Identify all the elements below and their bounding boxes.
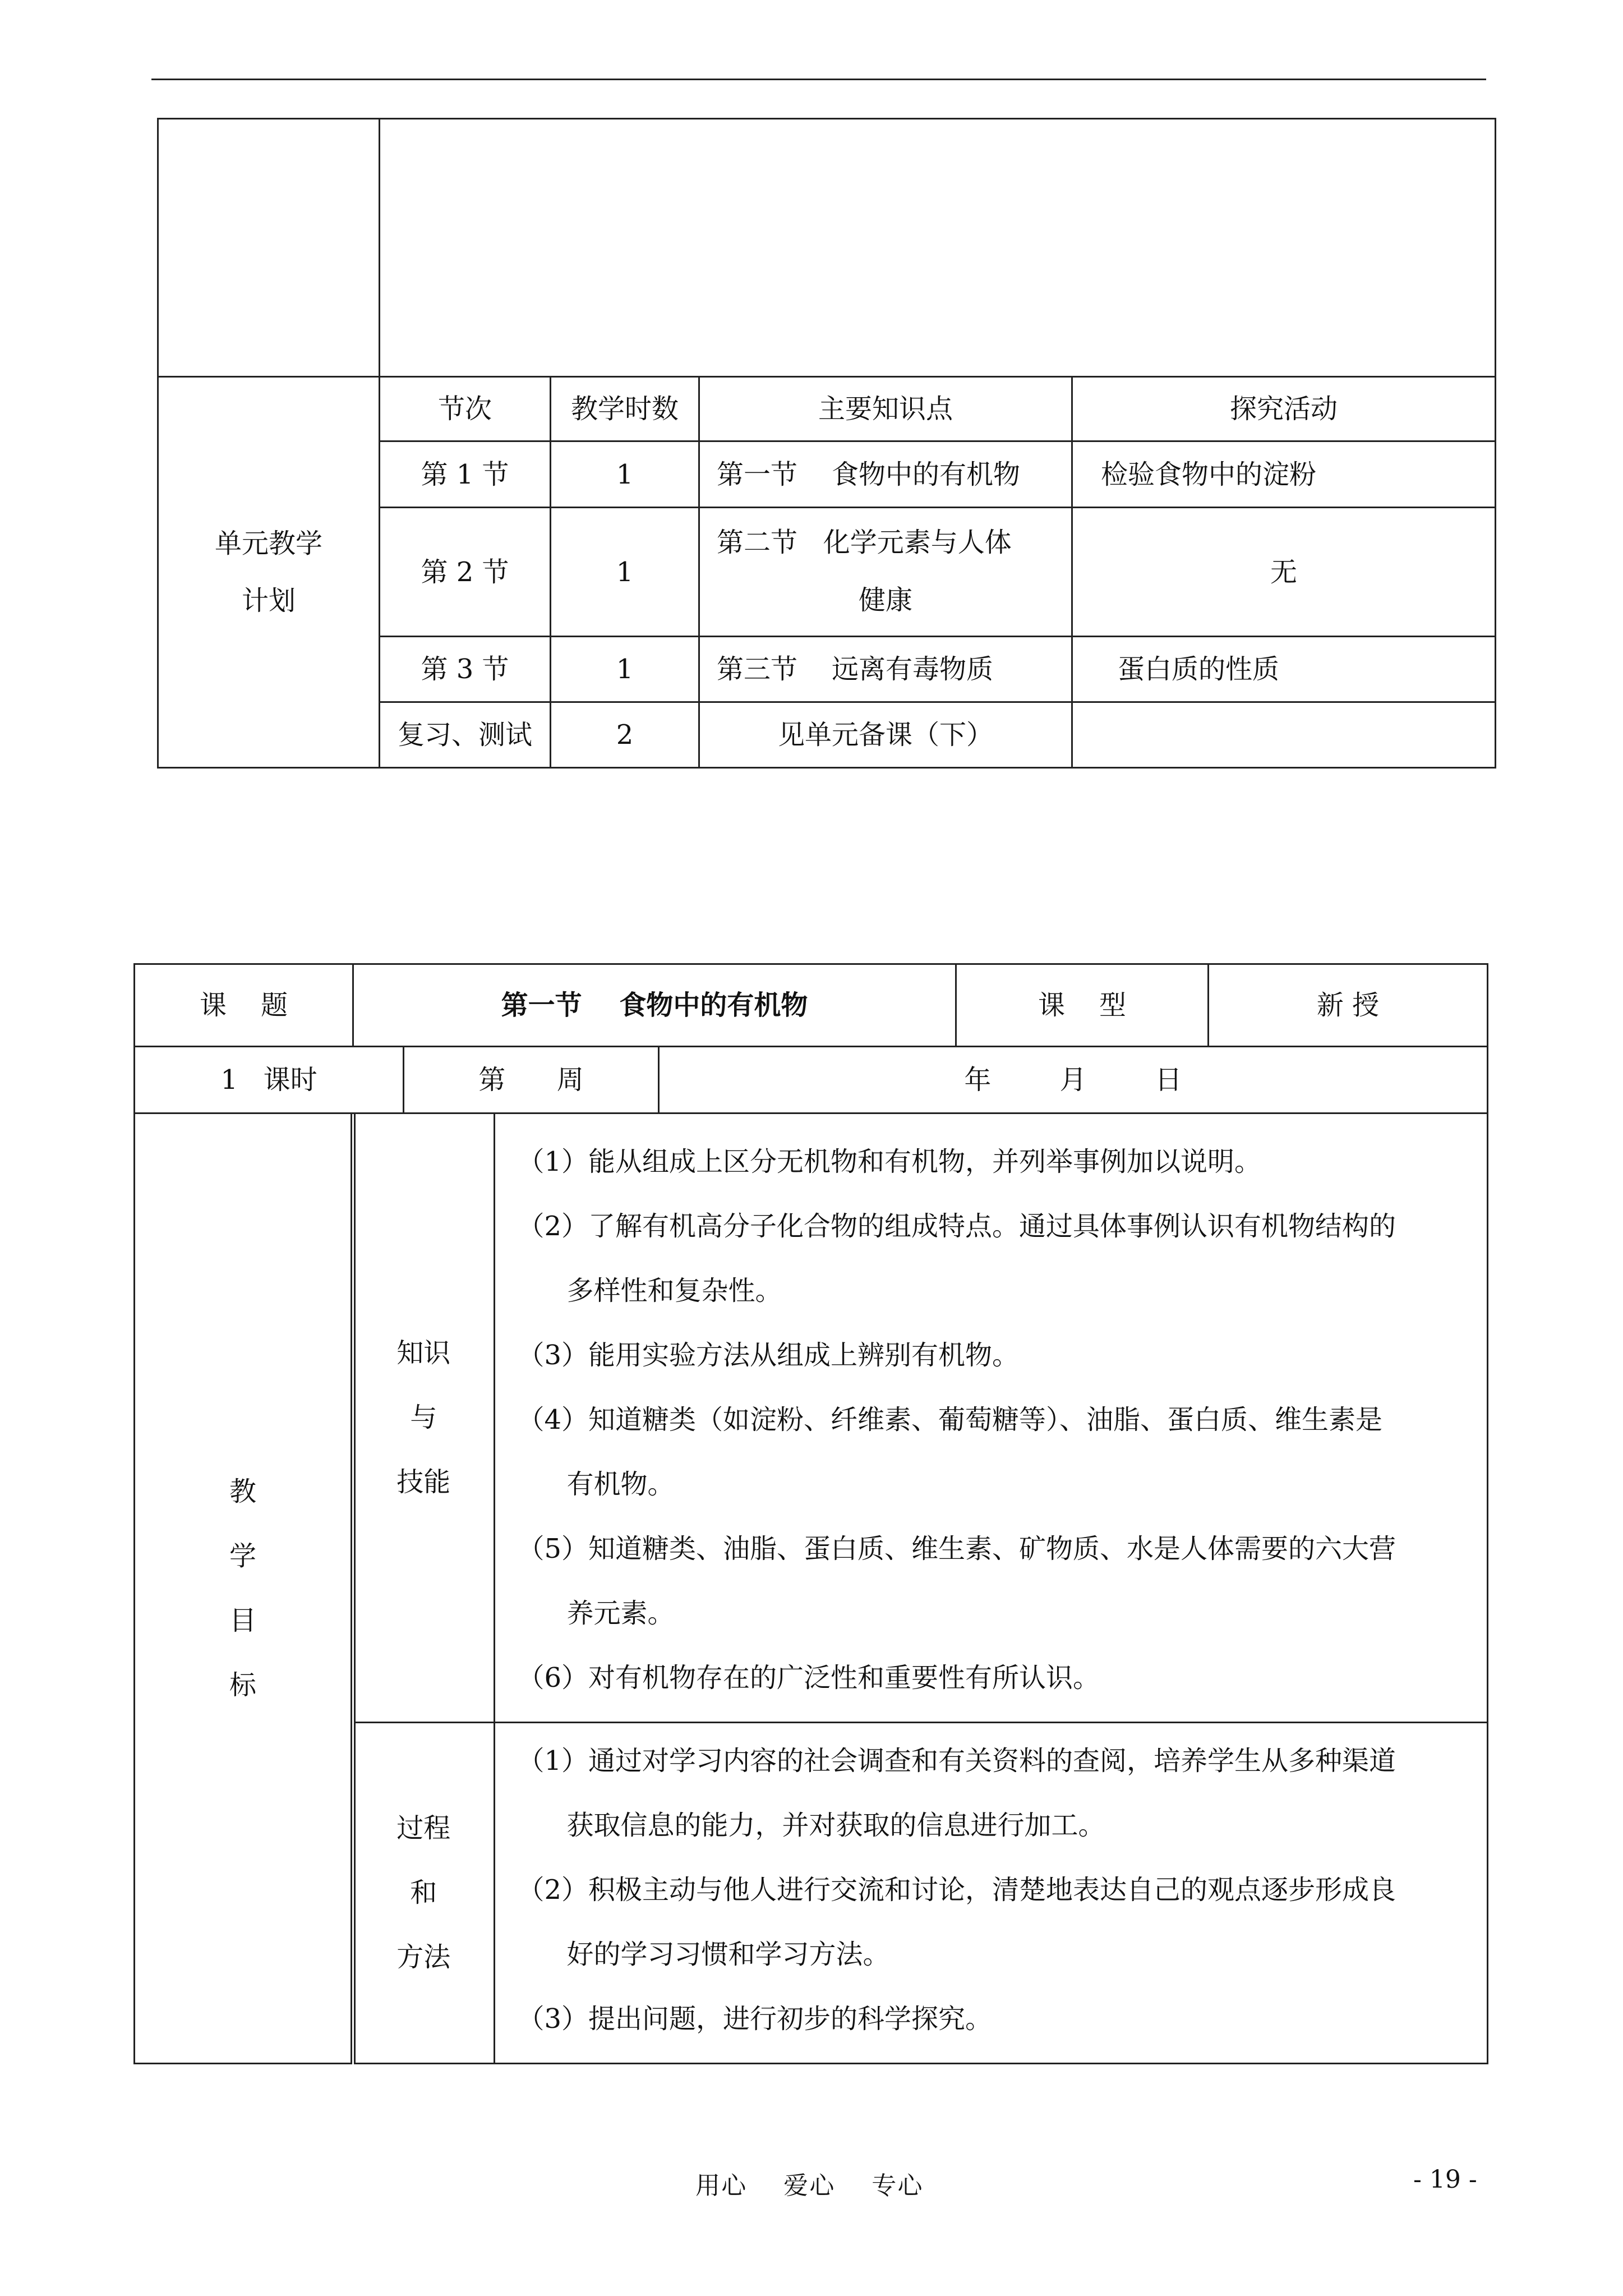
item-text: （5）知道糖类、油脂、蛋白质、维生素、矿物质、水是人体需要的六大营: [517, 1533, 1396, 1565]
item-text: （2）了解有机高分子化合物的组成特点。通过具体事例认识有机物结构的: [517, 1211, 1396, 1242]
lesson-topic-table: [133, 963, 1488, 1047]
topic-line2: 健康: [858, 585, 912, 616]
list-item: [518, 1729, 1482, 1858]
item-continuation: 好的学习习惯和学习方法。: [566, 1939, 890, 1970]
objectives-label-char: 学: [229, 1540, 256, 1572]
header-topic: 主要知识点: [699, 377, 1072, 441]
header-section: 节次: [380, 377, 551, 441]
objectives-label-char: 教: [229, 1475, 256, 1507]
process-label-part: 方法: [396, 1941, 451, 1973]
header-rule: [151, 79, 1486, 80]
topic-label: 课 题: [135, 964, 353, 1047]
process-label-part: 过程: [396, 1812, 451, 1844]
list-item: [518, 1987, 1482, 2051]
item-text: （3）能用实验方法从组成上辨别有机物。: [517, 1340, 1020, 1371]
header-hours: 教学时数: [551, 377, 699, 441]
item-text: （2）积极主动与他人进行交流和讨论，清楚地表达自己的观点逐步形成良: [517, 1874, 1396, 1906]
header-activity: 探究活动: [1072, 377, 1496, 441]
objectives-label-char: 标: [229, 1669, 256, 1701]
week-label: 第 周: [404, 1047, 659, 1114]
section-cell: 第 2 节: [380, 508, 551, 637]
topic-cell: [699, 508, 1072, 637]
objectives-content: [353, 1114, 1488, 2064]
lesson-title: 第一节 食物中的有机物: [353, 964, 956, 1047]
hours-cell: 2: [551, 702, 699, 768]
list-item: [518, 1388, 1482, 1517]
item-continuation: 有机物。: [566, 1469, 675, 1500]
type-label: 课 型: [956, 964, 1209, 1047]
objectives-table: [133, 1112, 1488, 2064]
activity-cell: 检验食物中的淀粉: [1072, 441, 1496, 508]
list-item: [518, 1858, 1482, 1987]
item-text: （4）知道糖类（如淀粉、纤维素、葡萄糖等）、油脂、蛋白质、维生素是: [517, 1404, 1383, 1435]
knowledge-row: [354, 1114, 1488, 1723]
unit-plan-label: [158, 377, 380, 768]
page-number: - 19 -: [1413, 2165, 1477, 2194]
date-label: 年 月 日: [659, 1047, 1488, 1114]
item-text: （6）对有机物存在的广泛性和重要性有所认识。: [517, 1662, 1100, 1694]
section-cell: 复习、测试: [380, 702, 551, 768]
knowledge-label-part: 与: [410, 1402, 437, 1433]
knowledge-label: [354, 1114, 494, 1723]
unit-plan-label-line2: 计划: [241, 585, 296, 616]
lesson-time-row: [135, 1047, 1488, 1114]
hours-cell: 1: [551, 508, 699, 637]
process-items: [494, 1723, 1488, 2063]
item-continuation: 多样性和复杂性。: [566, 1275, 782, 1306]
blank-content-cell: [380, 119, 1496, 377]
topic-cell: 见单元备课（下）: [699, 702, 1072, 768]
knowledge-label-part: 知识: [396, 1337, 451, 1369]
item-text: （3）提出问题，进行初步的科学探究。: [517, 2003, 993, 2035]
objectives-inner-table: [354, 1114, 1488, 2063]
lesson-time-table: [133, 1046, 1488, 1114]
type-value: 新 授: [1209, 964, 1488, 1047]
knowledge-label-part: 技能: [396, 1466, 451, 1498]
process-label: [354, 1723, 494, 2063]
item-continuation: 获取信息的能力，并对获取的信息进行加工。: [566, 1810, 1105, 1841]
process-label-part: 和: [410, 1877, 437, 1908]
list-item: [518, 1130, 1482, 1194]
blank-label-cell: [158, 119, 380, 377]
hours-cell: 1: [551, 637, 699, 702]
item-text: （1）通过对学习内容的社会调查和有关资料的查阅，培养学生从多种渠道: [517, 1745, 1396, 1777]
footer-motto: 用心 爱心 专心: [695, 2171, 924, 2200]
topic-line1: 第二节 化学元素与人体: [717, 527, 1012, 559]
activity-cell: 无: [1072, 508, 1496, 637]
list-item: [518, 1517, 1482, 1646]
section-cell: 第 1 节: [380, 441, 551, 508]
hours-cell: 1: [551, 441, 699, 508]
unit-plan-label-line1: 单元教学: [214, 527, 322, 559]
item-continuation: 养元素。: [566, 1598, 675, 1629]
unit-plan-table: [157, 118, 1496, 769]
list-item: [518, 1323, 1482, 1388]
knowledge-items: [494, 1114, 1488, 1723]
objectives-label-char: 目: [229, 1604, 256, 1636]
hours-label: 1 课时: [135, 1047, 404, 1114]
objectives-label: [135, 1114, 353, 2064]
section-cell: 第 3 节: [380, 637, 551, 702]
objectives-row: [135, 1114, 1488, 2064]
list-item: [518, 1646, 1482, 1710]
item-text: （1）能从组成上区分无机物和有机物，并列举事例加以说明。: [517, 1146, 1262, 1177]
table-header-row: [158, 377, 1496, 441]
activity-cell: [1072, 702, 1496, 768]
lesson-topic-row: [135, 964, 1488, 1047]
topic-cell: 第一节 食物中的有机物: [699, 441, 1072, 508]
topic-cell: 第三节 远离有毒物质: [699, 637, 1072, 702]
list-item: [518, 1194, 1482, 1323]
activity-cell: 蛋白质的性质: [1072, 637, 1496, 702]
process-row: [354, 1723, 1488, 2063]
blank-row: [158, 119, 1496, 377]
